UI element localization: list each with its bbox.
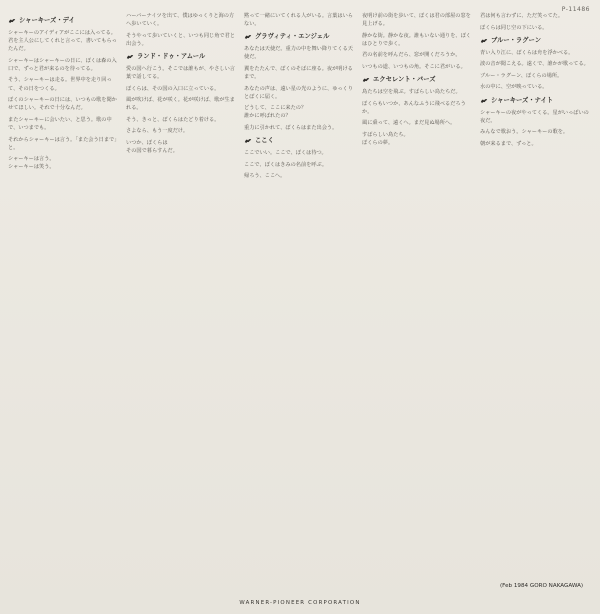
- lyric-paragraph: 水の中に、空が映っている。: [480, 84, 548, 91]
- lyric-paragraph: 愛の国へ行こう。そこでは誰もが、やさしい言葉で話してる。: [126, 65, 235, 80]
- lyric-paragraph: それからシャーキーは言う。「また会う日まで」と。: [8, 136, 120, 151]
- lyric-paragraph: そう、きっと、ぼくらはたどり着ける。: [126, 116, 220, 123]
- lyric-paragraph: ぼくらは同じ空の下にいる。: [480, 24, 548, 31]
- song-title: シャーキーズ・ナイト: [491, 96, 554, 104]
- song-heading: [8, 16, 120, 25]
- lyric-paragraph: 翼をたたんで、ぼくのそばに座る。夜が明けるまで。: [244, 65, 353, 80]
- lyric-paragraph: みんなで歌おう。シャーキーの歌を。: [480, 129, 569, 136]
- lyric-paragraph: 重力に引かれて、ぼくらはまた出会う。: [244, 124, 338, 131]
- lyric-paragraph: そう、シャーキーは走る。世界中を走り回って、その日をつくる。: [8, 77, 112, 92]
- lyric-paragraph: ここでいい。ここで、ぼくは待つ。: [244, 150, 327, 157]
- lyric-paragraph: 風が吹けば、花が咲く。花が咲けば、歌が生まれる。: [126, 97, 235, 112]
- lyric-paragraph: 黙って一緒にいてくれる人がいる。言葉はいらない。: [244, 13, 353, 28]
- lyric-column-1: [8, 12, 120, 175]
- lyric-column-5: [480, 12, 592, 151]
- lyric-paragraph: いつか、ぼくらは その国で暮らすんだ。: [126, 140, 178, 155]
- lyric-paragraph: ハーバーナイツを出て、僕はゆっくりと海の方へ歩いていく。: [126, 13, 235, 28]
- lyric-paragraph: 君の名前を呼んだら、窓が開くだろうか。: [362, 52, 461, 59]
- lyric-column-2: [126, 12, 238, 159]
- song-title: グラヴィティ・エンジェル: [255, 33, 330, 41]
- lyric-paragraph: ブルー・ラグーン、ぼくらの場所。: [480, 72, 563, 79]
- record-label: WARNER-PIONEER CORPORATION: [239, 600, 361, 606]
- song-heading: [244, 136, 356, 145]
- lyric-column-3: [244, 12, 356, 184]
- song-title: ブルー・ラグーン: [491, 36, 541, 44]
- lyric-paragraph: 波の音が聞こえる。遠くで、誰かが歌ってる。: [480, 61, 589, 68]
- lyric-paragraph: ぼくらは、その国の入口に立っている。: [126, 85, 220, 92]
- song-heading: [244, 32, 356, 41]
- song-title: エクセレント・バーズ: [373, 76, 436, 84]
- song-title: シャーキーズ・デイ: [19, 17, 75, 24]
- bird-icon: [8, 17, 16, 24]
- lyric-paragraph: またシャーキーに会いたい、と思う。歌の中で、いつまでも。: [8, 116, 112, 131]
- bird-icon: [244, 137, 252, 144]
- lyric-paragraph: 鳥たちは空を飛ぶ。すばらしい鳥たちだ。: [362, 89, 461, 96]
- lyric-paragraph: 朝が来るまで、ずっと。: [480, 140, 537, 147]
- bird-icon: [126, 53, 134, 60]
- song-title: ランド・ドゥ・アムール: [137, 52, 206, 60]
- lyric-paragraph: ぼくらもいつか、あんなふうに飛べるだろうか。: [362, 100, 466, 115]
- lyric-paragraph: そうやって歩いていくと、いつも同じ角で君と出会う。: [126, 32, 235, 47]
- lyric-paragraph: 帰ろう、ここへ。: [244, 173, 286, 180]
- lyric-paragraph: ここで、ぼくはきみの名前を呼ぶ。: [244, 161, 328, 168]
- lyric-paragraph: 風に乗って、遠くへ。まだ見ぬ場所へ。: [362, 120, 456, 127]
- lyric-paragraph: あなたは天使だ。重力の中を舞い降りてくる天使だ。: [244, 46, 353, 61]
- lyric-paragraph: 青い入り江に、ぼくらは舟を浮かべる。: [480, 49, 574, 56]
- song-heading: [480, 96, 592, 105]
- song-heading: [126, 52, 238, 61]
- credit-line: (Feb 1984 GORO NAKAGAWA): [500, 583, 584, 589]
- catalog-number: P-11486: [561, 6, 590, 13]
- lyric-paragraph: すばらしい鳥たち。 ぼくらの夢。: [362, 131, 409, 147]
- bird-icon: [362, 76, 370, 83]
- lyric-paragraph: 君は何も言わずに、ただ笑ってた。: [480, 13, 564, 19]
- bird-icon: [480, 97, 488, 104]
- song-title: ここく: [255, 137, 274, 145]
- bird-icon: [480, 37, 488, 44]
- lyric-paragraph: あなたの声は、遠い星の光のように、ゆっくりとぼくに届く。: [244, 85, 353, 100]
- lyric-paragraph: いつもの道、いつもの角。そこに君がいる。: [362, 63, 466, 70]
- lyric-paragraph: シャーキーのアイディアがここには入ってる。君を主人公にしてくれと言って、書いてもらったんだ。: [8, 30, 117, 53]
- lyric-paragraph: シャーキーは言う。 シャーキーは笑う。: [8, 156, 55, 171]
- song-heading: [480, 36, 592, 45]
- lyric-paragraph: シャーキーの夜がやってくる。星がいっぱいの夜だ。: [480, 109, 589, 124]
- bird-icon: [244, 33, 252, 40]
- lyric-paragraph: どうして、ここに来たの？ 誰かに呼ばれたの？: [244, 105, 307, 120]
- lyric-paragraph: 夜明け前の街を歩いて、ぼくは君の部屋の窓を見上げる。: [362, 13, 471, 28]
- lyric-paragraph: 静かな街。静かな夜。誰もいない通りを、ぼくはひとりで歩く。: [362, 32, 471, 47]
- lyric-paragraph: ぼくのシャーキーの日には、いつもの歌を聞かせてほしい。それで十分なんだ。: [8, 97, 117, 112]
- lyric-column-4: [362, 12, 474, 151]
- lyric-paragraph: シャーキーはシャーキーの日に、ぼくは森の入口で、ずっと君が来るのを待ってる。: [8, 57, 117, 72]
- lyric-paragraph: さよなら、もう一度だけ。: [126, 128, 189, 135]
- song-heading: [362, 75, 474, 84]
